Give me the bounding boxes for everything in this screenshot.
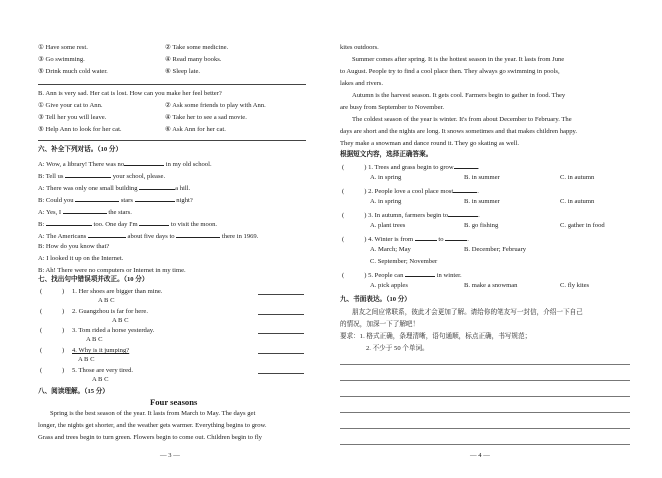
answer-line[interactable] [258,314,304,315]
dialogue-line-9: A: I looked it up on the Internet. [38,255,124,262]
page-number: — 4 — [470,452,490,459]
reading-line-10: The coldest season of the year is winter. It's from about December to February. The [352,116,572,123]
paren: ) [62,347,65,354]
paren: ( [40,347,43,354]
dialogue-line-6: B: too. One day I'm to visit the moon. [38,221,218,228]
question-1: ( ) 1. Trees and grass begin to grow . [342,164,480,171]
paren: ) [62,327,65,334]
error-sentence: 1. Her shoes are bigger than mine. [72,288,163,295]
reading-instruction: 根据短文内容，选择正确答案。 [340,151,433,158]
abc-markers: A B C [112,317,129,324]
writing-line[interactable] [340,380,630,381]
divider [38,140,306,141]
writing-prompt-1: 朋友之间应常联系，彼此才会更加了解。请给你的笔友写一封信，介绍一下自己 [352,309,583,316]
option-b2: ② Ask some friends to play with Ann. [165,102,266,109]
error-sentence: 3. Tom rided a horse yesterday. [72,327,155,334]
reading-line-12: They make a snowman and dance round it. They go skating as well. [340,140,519,147]
writing-line[interactable] [340,396,630,397]
abc-markers: A B C [78,356,95,363]
error-sentence: 2. Guangzhou is far for here. [72,308,148,315]
dialogue-line-4: B: Could you stars night? [38,197,193,204]
writing-line[interactable] [340,364,630,365]
paren: ( [40,308,43,315]
question-2: ( ) 2. People love a cool place most . [342,188,479,195]
reading-line-7: lakes and rivers. [340,80,384,87]
reading-title: Four seasons [150,397,198,407]
section-7-title: 七、找出句中错误项并改正。（10 分） [38,276,149,283]
question-b: B. Ann is very sad. Her cat is lost. How can you make her feel better? [38,90,222,97]
reading-line-4: kites outdoors. [340,44,379,51]
reading-line-8: Autumn is the harvest season. It gets cool. Farmers begin to gather in food. They [352,92,566,99]
q1-option-a[interactable]: A. in spring [370,174,402,181]
option-b4: ④ Take her to see a sad movie. [165,114,247,121]
paren: ) [62,308,65,315]
option-6: ⑥ Sleep late. [165,68,201,75]
writing-requirement-2: 2. 不少于 50 个单词。 [366,345,429,352]
reading-line-2: longer, the nights get shorter, and the weather gets warmer. Everything begins to grow. [38,422,267,429]
option-3: ③ Go swimming. [38,56,85,63]
abc-markers: A B C [92,376,109,383]
q1-option-c[interactable]: C. in autumn [560,174,595,181]
writing-line[interactable] [340,412,630,413]
q2-option-c[interactable]: C. in autumn [560,198,595,205]
reading-line-3: Grass and trees begin to turn green. Flowers begin to come out. Children begin to fly [38,434,262,441]
writing-line[interactable] [340,428,630,429]
paren: ( [40,367,43,374]
option-2: ② Take some medicine. [165,44,229,51]
paren: ) [62,367,65,374]
option-5: ⑤ Drink much cold water. [38,68,108,75]
q3-option-a[interactable]: A. plant trees [370,222,406,229]
dialogue-line-2: B: Tell us your school, please. [38,173,166,180]
q3-option-b[interactable]: B. go fishing [464,222,499,229]
question-4: ( ) 4. Winter is from to . [342,236,469,243]
answer-line[interactable] [258,353,304,354]
question-3: ( ) 3. In autumn, farmers begin to . [342,212,480,219]
dialogue-line-10: B: Ah! There were no computers or Internet in my time. [38,267,186,274]
q3-option-c[interactable]: C. gather in food [560,222,605,229]
answer-line[interactable] [258,333,304,334]
q5-option-b[interactable]: B. make a snowman [464,282,518,289]
paren: ) [62,288,65,295]
reading-line-11: days are short and the nights are long. It snows sometimes and that makes children happy. [340,128,578,135]
reading-line-9: are busy from September to November. [340,104,445,111]
option-b5: ⑤ Help Ann to look for her cat. [38,126,122,133]
reading-line-6: to August. People try to find a cool place then. They always go swimming in pools, [340,68,560,75]
dialogue-line-5: A: Yes, I the stars. [38,209,132,216]
section-6-title: 六、补全下列对话。（10 分） [38,146,123,153]
paren: ( [40,327,43,334]
page-number: — 3 — [160,452,180,459]
divider [38,84,306,85]
dialogue-line-7: A: The Americans about five days to there in 1969. [38,233,259,240]
q2-option-a[interactable]: A. in spring [370,198,402,205]
writing-prompt-2: 的情况，加深一下了解吧！ [340,321,420,328]
q4-option-a[interactable]: A. March; May [370,246,411,253]
section-8-title: 八、阅读理解。（15 分） [38,388,109,395]
dialogue-line-3: A: There was only one small building a hill. [38,185,191,192]
writing-line[interactable] [340,444,630,445]
abc-markers: A B C [98,297,115,304]
dialogue-line-1: A: Wow, a library! There was no in my old school. [38,161,212,168]
q5-option-a[interactable]: A. pick apples [370,282,408,289]
q2-option-b[interactable]: B. in summer [464,198,500,205]
option-b6: ⑥ Ask Ann for her cat. [165,126,226,133]
option-4: ④ Read many books. [165,56,222,63]
error-sentence: 5. Those are very tired. [72,367,134,374]
writing-requirement-1: 要求：1. 格式正确，条理清晰，语句通顺，标点正确，书写规范； [340,333,532,340]
option-b3: ③ Tell her you will leave. [38,114,107,121]
error-sentence: 4. Why is it jumping? [72,347,130,354]
reading-line-5: Summer comes after spring. It is the hottest season in the year. It lasts from June [352,56,565,63]
q4-option-c[interactable]: C. September; November [370,258,438,265]
reading-line-1: Spring is the best season of the year. It lasts from March to May. The days get [50,410,256,417]
option-1: ① Have some rest. [38,44,88,51]
dialogue-line-8: B: How do you know that? [38,243,110,250]
answer-line[interactable] [258,373,304,374]
answer-line[interactable] [258,294,304,295]
abc-markers: A B C [86,336,103,343]
section-9-title: 九、书面表达。（10 分） [340,296,411,303]
option-b1: ① Give your cat to Ann. [38,102,103,109]
question-5: ( ) 5. People can in winter. [342,272,462,279]
q4-option-b[interactable]: B. December; February [464,246,527,253]
q1-option-b[interactable]: B. in summer [464,174,500,181]
paren: ( [40,288,43,295]
q5-option-c[interactable]: C. fly kites [560,282,590,289]
